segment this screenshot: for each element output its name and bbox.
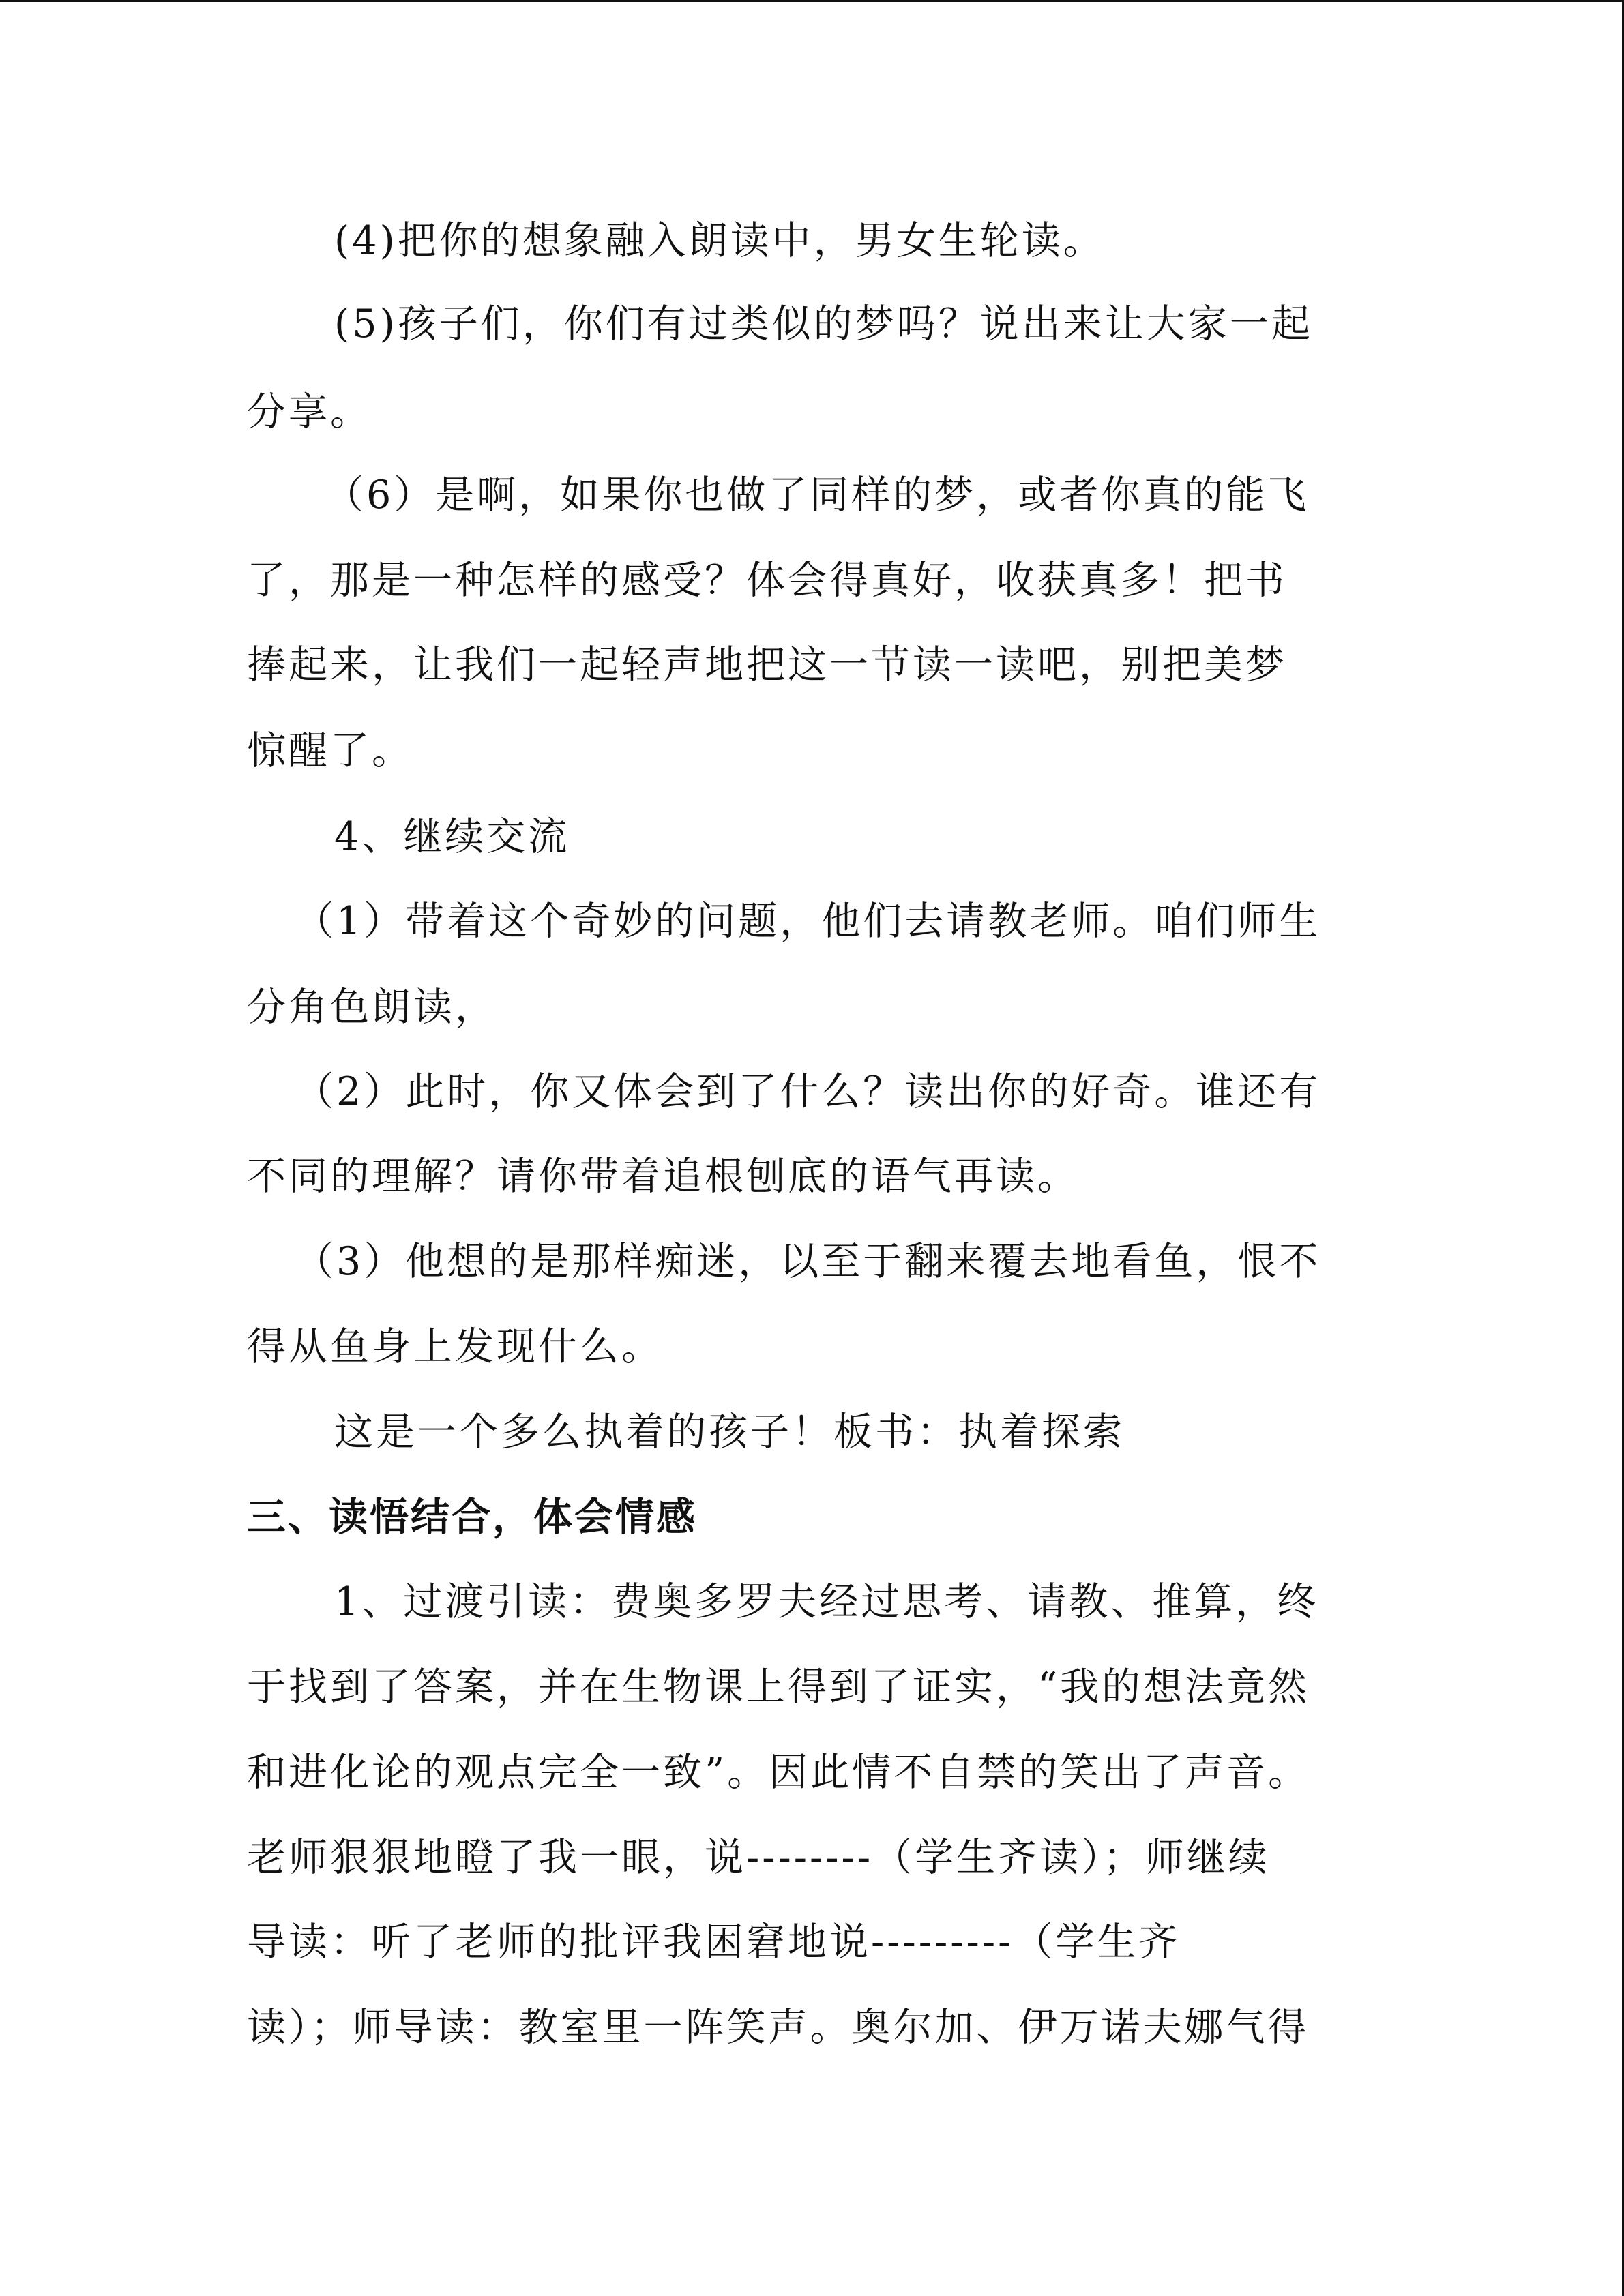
paragraph-line: 分享。 bbox=[247, 389, 372, 434]
paragraph-line: 分角色朗读， bbox=[247, 985, 497, 1030]
paragraph-line: 惊醒了。 bbox=[247, 728, 413, 773]
paragraph-line: 导读：听了老师的批评我困窘地说---------（学生齐 bbox=[247, 1920, 1181, 1965]
paragraph-line: (4)把你的想象融入朗读中，男女生轮读。 bbox=[334, 218, 1105, 263]
paragraph-line: （6）是啊，如果你也做了同样的梦，或者你真的能飞 bbox=[325, 473, 1310, 518]
paragraph-line: 了，那是一种怎样的感受？体会得真好，收获真多！把书 bbox=[247, 558, 1287, 603]
paragraph-line: （2）此时，你又体会到了什么？读出你的好奇。谁还有 bbox=[295, 1069, 1321, 1114]
paragraph-line: (5)孩子们，你们有过类似的梦吗？说出来让大家一起 bbox=[334, 301, 1313, 346]
paragraph-line: 不同的理解？请你带着追根刨底的语气再读。 bbox=[247, 1154, 1079, 1199]
paragraph-line: 老师狠狠地瞪了我一眼，说--------（学生齐读）；师继续 bbox=[247, 1835, 1270, 1880]
paragraph-line: （1）带着这个奇妙的问题，他们去请教老师。咱们师生 bbox=[295, 899, 1321, 944]
paragraph-line: 于找到了答案，并在生物课上得到了证实，“我的想法竟然 bbox=[247, 1665, 1310, 1710]
paragraph-line: 捧起来，让我们一起轻声地把这一节读一读吧，别把美梦 bbox=[247, 642, 1287, 687]
paragraph-line: 读）；师导读：教室里一阵笑声。奥尔加、伊万诺夫娜气得 bbox=[247, 2005, 1310, 2050]
section-heading: 三、读悟结合，体会情感 bbox=[247, 1495, 697, 1540]
paragraph-line: 和进化论的观点完全一致”。因此情不自禁的笑出了声音。 bbox=[247, 1750, 1310, 1795]
paragraph-line: 1、过渡引读：费奥多罗夫经过思考、请教、推算，终 bbox=[334, 1579, 1319, 1624]
paragraph-line: 4、继续交流 bbox=[334, 814, 570, 859]
paragraph-line: 得从鱼身上发现什么。 bbox=[247, 1324, 663, 1369]
page-top-border bbox=[0, 0, 1624, 2]
paragraph-line: 这是一个多么执着的孩子！板书：执着探索 bbox=[334, 1410, 1125, 1455]
paragraph-line: （3）他想的是那样痴迷，以至于翻来覆去地看鱼，恨不 bbox=[295, 1239, 1321, 1284]
